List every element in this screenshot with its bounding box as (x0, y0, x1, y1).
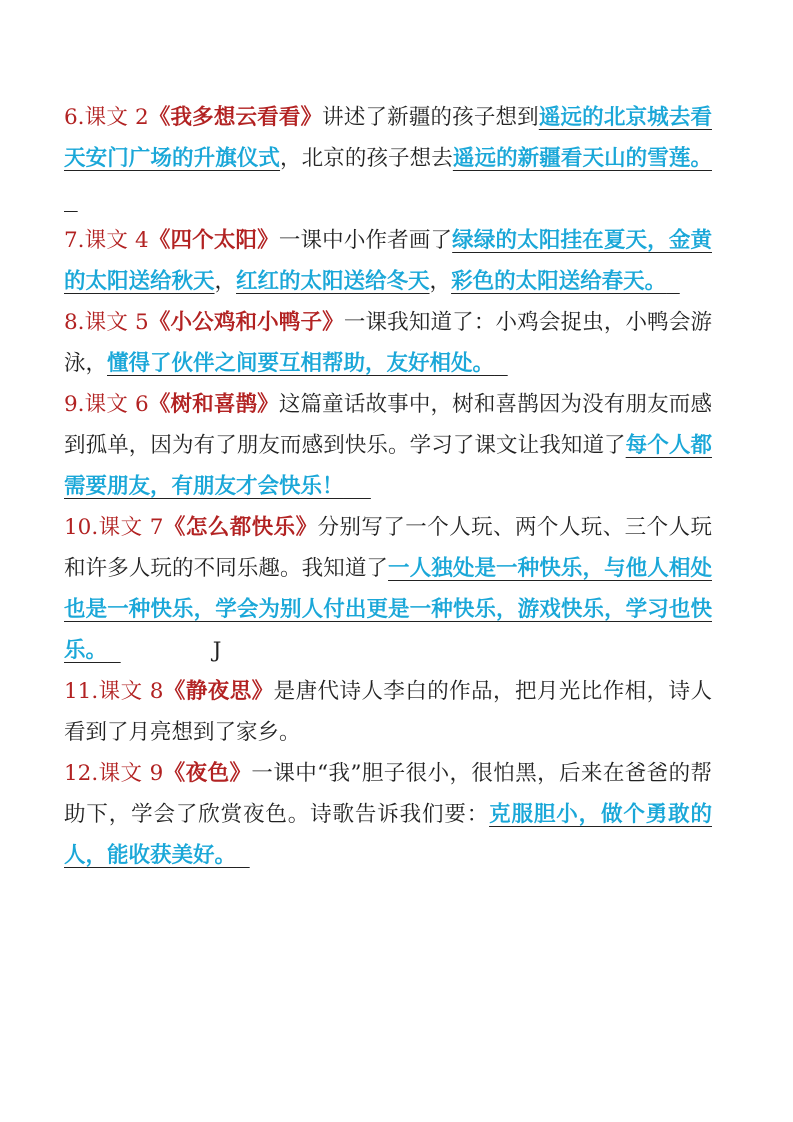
item-number: 12. (64, 761, 99, 786)
lesson-title: 《怎么都快乐》 (163, 515, 318, 540)
lesson-title: 《小公鸡和小鸭子》 (148, 310, 344, 335)
item-7 (64, 220, 712, 302)
item-number: 6. (64, 105, 85, 130)
answer-blank (236, 843, 250, 868)
lesson-label: 课文 4 (84, 228, 149, 253)
item-10 (64, 507, 712, 671)
answer-text: 绿绿的太阳挂在夏天，金黄的太阳送给秋天 (64, 228, 712, 294)
answer-text: 遥远的新疆看天山的雪莲。 (452, 146, 712, 171)
item-number: 9. (64, 392, 85, 417)
lesson-title: 《夜色》 (163, 761, 252, 786)
lesson-label: 课文 8 (98, 679, 164, 704)
item-text: ，北京的孩子想去 (280, 146, 453, 171)
lesson-title: 《静夜思》 (163, 679, 274, 704)
answer-blank (494, 351, 508, 376)
answer-text: 克服胆小，做个勇敢的人，能收获美好。 (64, 802, 712, 868)
item-text: 是唐代诗人李白的作品，把月光比作相，诗人看到了月亮想到了家乡。 (64, 679, 712, 745)
item-text: ， (429, 269, 452, 294)
answer-text: 红红的太阳送给冬天 (236, 269, 430, 294)
answer-text: 遥远的北京城去看天安门广场的升旗仪式 (64, 105, 712, 171)
item-number: 10. (64, 515, 99, 540)
lesson-title: 《树和喜鹊》 (148, 392, 279, 417)
item-8 (64, 302, 712, 384)
item-text: 一课中“我”胆子很小，很怕黑，后来在爸爸的帮助下，学会了欣赏夜色。诗歌告诉我们要： (64, 761, 712, 827)
lesson-label: 课文 5 (84, 310, 149, 335)
lesson-label: 课文 9 (98, 761, 164, 786)
answer-blank (64, 187, 78, 212)
item-6 (64, 97, 712, 220)
item-9 (64, 384, 712, 507)
lesson-title: 《四个太阳》 (148, 228, 279, 253)
lesson-label: 课文 7 (98, 515, 164, 540)
answer-text: 懂得了伙伴之间要互相帮助，友好相处。 (107, 351, 495, 376)
answer-text: 一人独处是一种快乐，与他人相处也是一种快乐，学会为别人付出更是一种快乐，游戏快乐，学习也快乐。 (64, 556, 712, 663)
answer-blank (107, 638, 121, 663)
lesson-label: 课文 2 (84, 105, 149, 130)
item-number: 11. (64, 679, 99, 704)
item-text: 讲述了新疆的孩子想到 (322, 105, 539, 130)
document-page (64, 97, 712, 876)
answer-text: 每个人都需要朋友，有朋友才会快乐！ (64, 433, 712, 499)
item-text: 这篇童话故事中，树和喜鹊因为没有朋友而感到孤单，因为有了朋友而感到快乐。学习了课文让我知道了 (64, 392, 712, 458)
answer-text: 彩色的太阳送给春天。 (451, 269, 667, 294)
item-text: 分别写了一个人玩、两个人玩、三个人玩和许多人玩的不同乐趣。我知道了 (64, 515, 712, 581)
lesson-label: 课文 6 (84, 392, 149, 417)
item-text: ， (214, 269, 237, 294)
item-number: 8. (64, 310, 85, 335)
stray-mark: J (212, 638, 222, 663)
item-number: 7. (64, 228, 85, 253)
item-12 (64, 753, 712, 876)
item-11 (64, 671, 712, 753)
answer-blank (344, 474, 371, 499)
item-text: 一课中小作者画了 (278, 228, 453, 253)
lesson-title: 《我多想云看看》 (148, 105, 323, 130)
answer-blank (666, 269, 680, 294)
item-text: 一课我知道了：小鸡会捉虫，小鸭会游泳， (64, 310, 712, 376)
